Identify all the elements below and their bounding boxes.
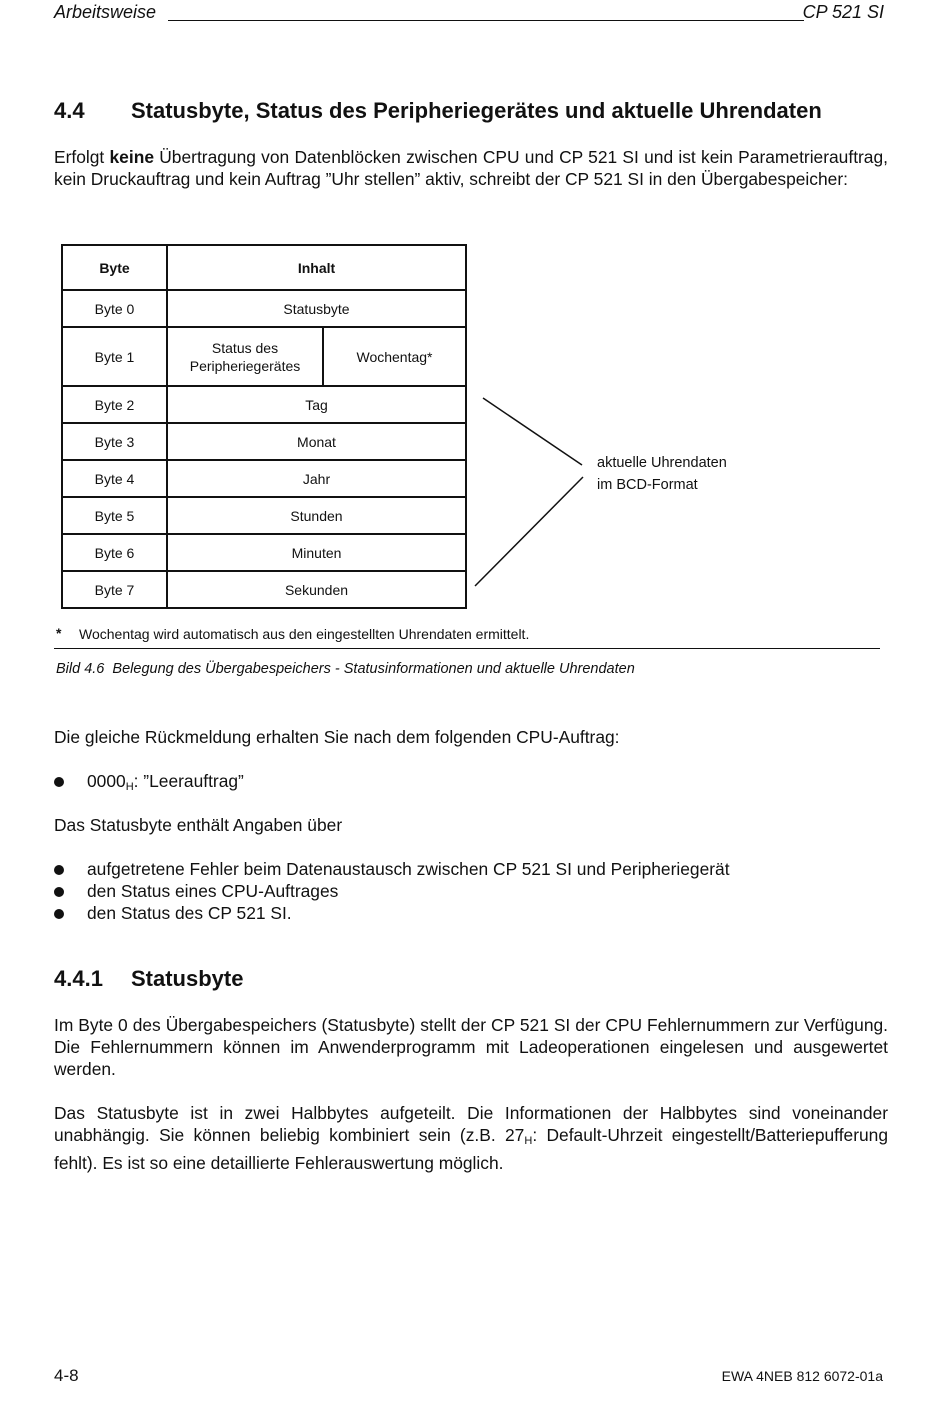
body-paragraph: Das Statusbyte enthält Angaben über — [54, 815, 343, 835]
table-row — [62, 497, 466, 534]
body-paragraph: Die gleiche Rückmeldung erhalten Sie nach dem folgenden CPU-Auftrag: — [54, 727, 620, 747]
page-number: 4-8 — [54, 1366, 79, 1385]
section-number: 4.4 — [54, 98, 85, 123]
figure-caption: Bild 4.6 Belegung des Übergabespeichers - Statusinformationen und aktuelle Uhrendaten — [56, 661, 635, 677]
subsection-paragraph: Im Byte 0 des Übergabespeichers (Statusbyte) stellt der CP 521 SI der CPU Fehlernummern zur Verfügung. Die Fehlernummern können im Anwenderprogramm mit Ladeoperationen eingelesen und ausgewertet werden. — [54, 1015, 888, 1079]
content-cell: Minuten — [167, 534, 466, 571]
bullet-icon — [54, 909, 64, 919]
subsection-paragraph: Das Statusbyte ist in zwei Halbbytes aufgeteilt. Die Informationen der Halbbytes sind voneinander unabhängig. Sie können beliebig kombiniert sein (z.B. $27_H$: Default-Uhrzeit eingestellt/Batteriepufferung fehlt). Es ist so eine detaillierte Fehlerauswertung möglich. — [54, 1103, 889, 1173]
header-rule — [168, 20, 804, 21]
table-row — [62, 423, 466, 460]
table-row — [62, 571, 466, 608]
bracket-lines — [470, 390, 600, 590]
table-row — [62, 534, 466, 571]
content-cell: Statusbyte — [167, 290, 466, 327]
bracket-line-lower — [475, 477, 583, 586]
bullet-icon — [54, 865, 64, 875]
content-cell-left: Status des Peripheriegerätes — [167, 327, 323, 386]
subsection-title: Statusbyte — [131, 966, 244, 991]
bracket-label — [597, 452, 727, 496]
document-id: EWA 4NEB 812 6072-01a — [721, 1368, 883, 1384]
table-header-byte: Byte — [62, 245, 167, 290]
footnote-mark: * — [56, 625, 62, 641]
table-row — [62, 327, 466, 386]
intro-paragraph: Erfolgt keine Übertragung von Datenblöcken zwischen CPU und CP 521 SI und ist kein Parametrierauftrag, kein Druckauftrag und kein Auftrag ”Uhr stellen” aktiv, schreibt der CP 521 SI in den Übergabespeicher: — [54, 147, 888, 189]
subsection-number: 4.4.1 — [54, 966, 103, 991]
table-row — [62, 386, 466, 423]
intro-emphasis: keine — [109, 147, 154, 167]
running-header-left: Arbeitsweise — [54, 2, 157, 22]
table-header-content: Inhalt — [167, 245, 466, 290]
bracket-line-upper — [483, 398, 582, 465]
footnote-text: Wochentag wird automatisch aus den eingestellten Uhrendaten ermittelt. — [79, 626, 530, 642]
table-row — [62, 460, 466, 497]
byte-cell: Byte 1 — [62, 327, 167, 386]
bullet-icon — [54, 777, 64, 787]
content-cell: Sekunden — [167, 571, 466, 608]
content-cell: Monat — [167, 423, 466, 460]
byte-cell: Byte 5 — [62, 497, 167, 534]
running-header-right: CP 521 SI — [802, 2, 884, 22]
table-row — [62, 290, 466, 327]
figure-rule — [54, 648, 880, 649]
content-cell: Tag — [167, 386, 466, 423]
bracket-label-line1: aktuelle Uhrendaten — [597, 455, 727, 471]
byte-cell: Byte 4 — [62, 460, 167, 497]
table-header-row — [62, 245, 466, 290]
bullet-icon — [54, 887, 64, 897]
byte-cell: Byte 3 — [62, 423, 167, 460]
bracket-label-line2: im BCD-Format — [597, 477, 698, 493]
byte-cell: Byte 0 — [62, 290, 167, 327]
section-title: Statusbyte, Status des Peripheriegerätes und aktuelle Uhrendaten — [131, 98, 822, 123]
transfer-memory-table — [61, 244, 467, 609]
content-cell-right: Wochentag* — [323, 327, 466, 386]
byte-cell: Byte 6 — [62, 534, 167, 571]
byte-cell: Byte 2 — [62, 386, 167, 423]
byte-cell: Byte 7 — [62, 571, 167, 608]
cpu-job-text: $0000_H$: ”Leerauftrag” — [87, 771, 244, 793]
content-cell: Stunden — [167, 497, 466, 534]
content-cell: Jahr — [167, 460, 466, 497]
